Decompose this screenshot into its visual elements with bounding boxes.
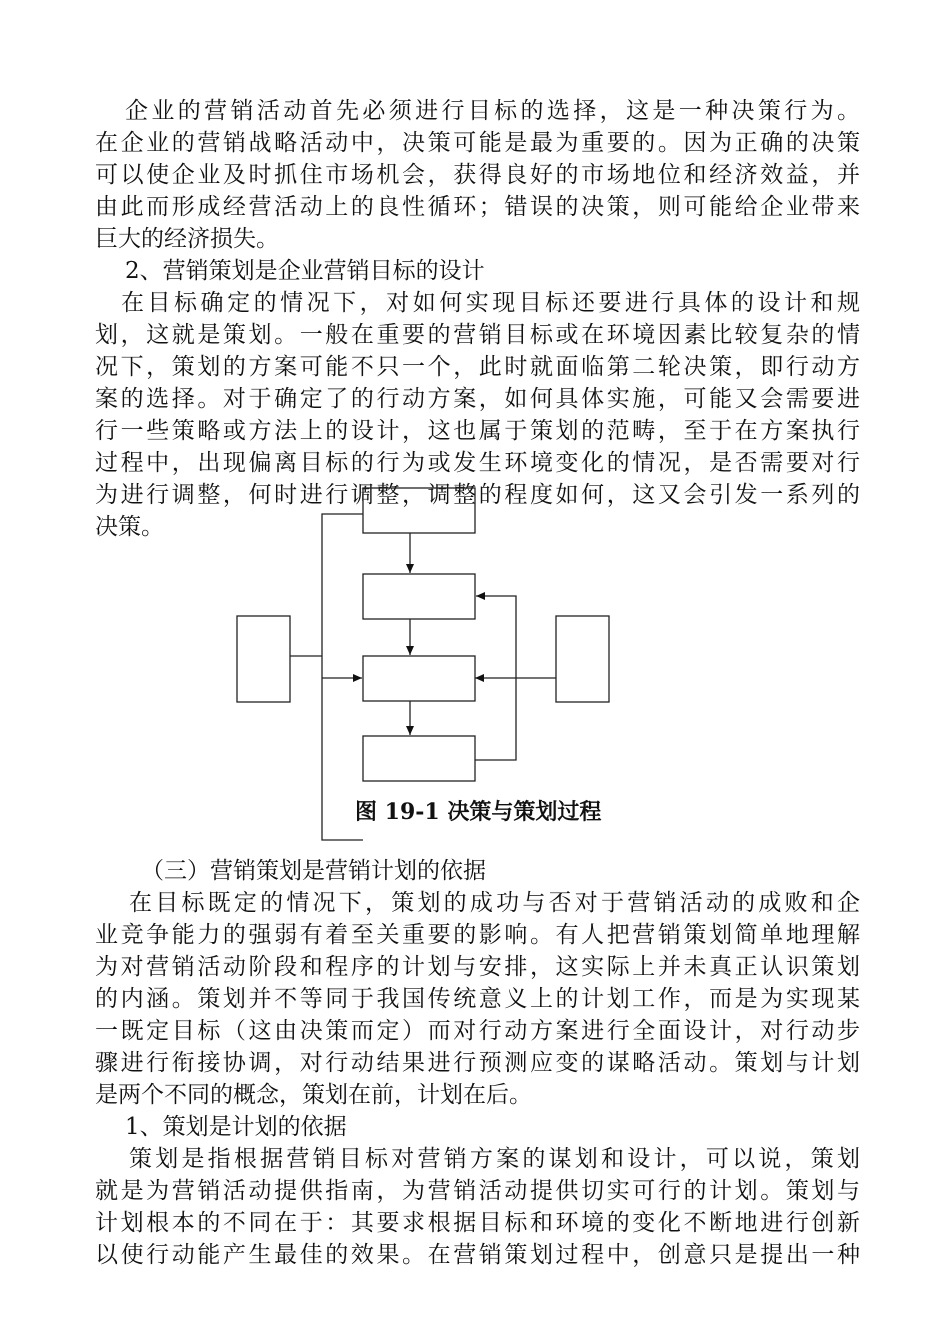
paragraph-basis [95,855,860,1271]
text-line: 案的选择。对于确定了的行动方案，如何具体实施，可能又会需要进 [95,386,860,412]
section-heading: （三）营销策划是营销计划的依据 [141,858,486,884]
flow-box-4 [363,736,475,781]
figure-caption: 图 19-1 决策与策划过程 [355,799,602,825]
text-line: 由此而形成经营活动上的良性循环；错误的决策，则可能给企业带来 [95,194,860,220]
section-heading: 2、营销策划是企业营销目标的设计 [125,258,485,284]
text-line: 况下，策划的方案可能不只一个，此时就面临第二轮决策，即行动方 [95,354,860,380]
text-line: 可以使企业及时抓住市场机会，获得良好的市场地位和经济效益，并 [95,162,860,188]
text-line: 划，这就是策划。一般在重要的营销目标或在环境因素比较复杂的情 [95,322,860,348]
text-line: 以使行动能产生最佳的效果。在营销策划过程中，创意只是提出一种 [95,1242,860,1268]
text-line: 过程中，出现偏离目标的行为或发生环境变化的情况，是否需要对行 [95,450,860,476]
left-trunk [322,514,363,840]
section-heading: 1、策划是计划的依据 [125,1114,347,1140]
paragraph-decision [95,95,860,287]
flow-box-1 [363,488,475,533]
flow-box-3 [363,656,475,701]
text-line: 就是为营销活动提供指南，为营销活动提供切实可行的计划。策划与 [95,1178,860,1204]
side-box-right [556,616,609,702]
text-line: 行一些策略或方法上的设计，这也属于策划的范畴，至于在方案执行 [95,418,860,444]
side-box-left [237,616,290,702]
text-line: 企业的营销活动首先必须进行目标的选择，这是一种决策行为。 [125,98,860,124]
text-line: 策划是指根据营销目标对营销方案的谋划和设计，可以说，策划 [129,1146,860,1172]
text-line: 业竞争能力的强弱有着至关重要的影响。有人把营销策划简单地理解 [95,922,860,948]
text-line: 一既定目标（这由决策而定）而对行动方案进行全面设计，对行动步 [95,1018,860,1044]
text-line: 巨大的经济损失。 [95,226,279,252]
text-line: 计划根本的不同在于：其要求根据目标和环境的变化不断地进行创新 [95,1210,860,1236]
text-line: 在目标既定的情况下，策划的成功与否对于营销活动的成败和企 [129,890,860,916]
flow-box-2 [363,574,475,619]
text-line: 决策。 [95,514,164,540]
text-line: 在目标确定的情况下，对如何实现目标还要进行具体的设计和规 [121,290,860,316]
text-line: 骤进行衔接协调，对行动结果进行预测应变的谋略活动。策划与计划 [95,1050,860,1076]
text-line: 为进行调整，何时进行调整，调整的程度如何，这又会引发一系列的 [95,482,860,508]
text-line: 在企业的营销战略活动中，决策可能是最为重要的。因为正确的决策 [95,130,860,156]
text-line: 是两个不同的概念，策划在前，计划在后。 [95,1082,532,1108]
text-line: 为对营销活动阶段和程序的计划与安排，这实际上并未真正认识策划 [95,954,860,980]
text-line: 的内涵。策划并不等同于我国传统意义上的计划工作，而是为实现某 [95,986,860,1012]
